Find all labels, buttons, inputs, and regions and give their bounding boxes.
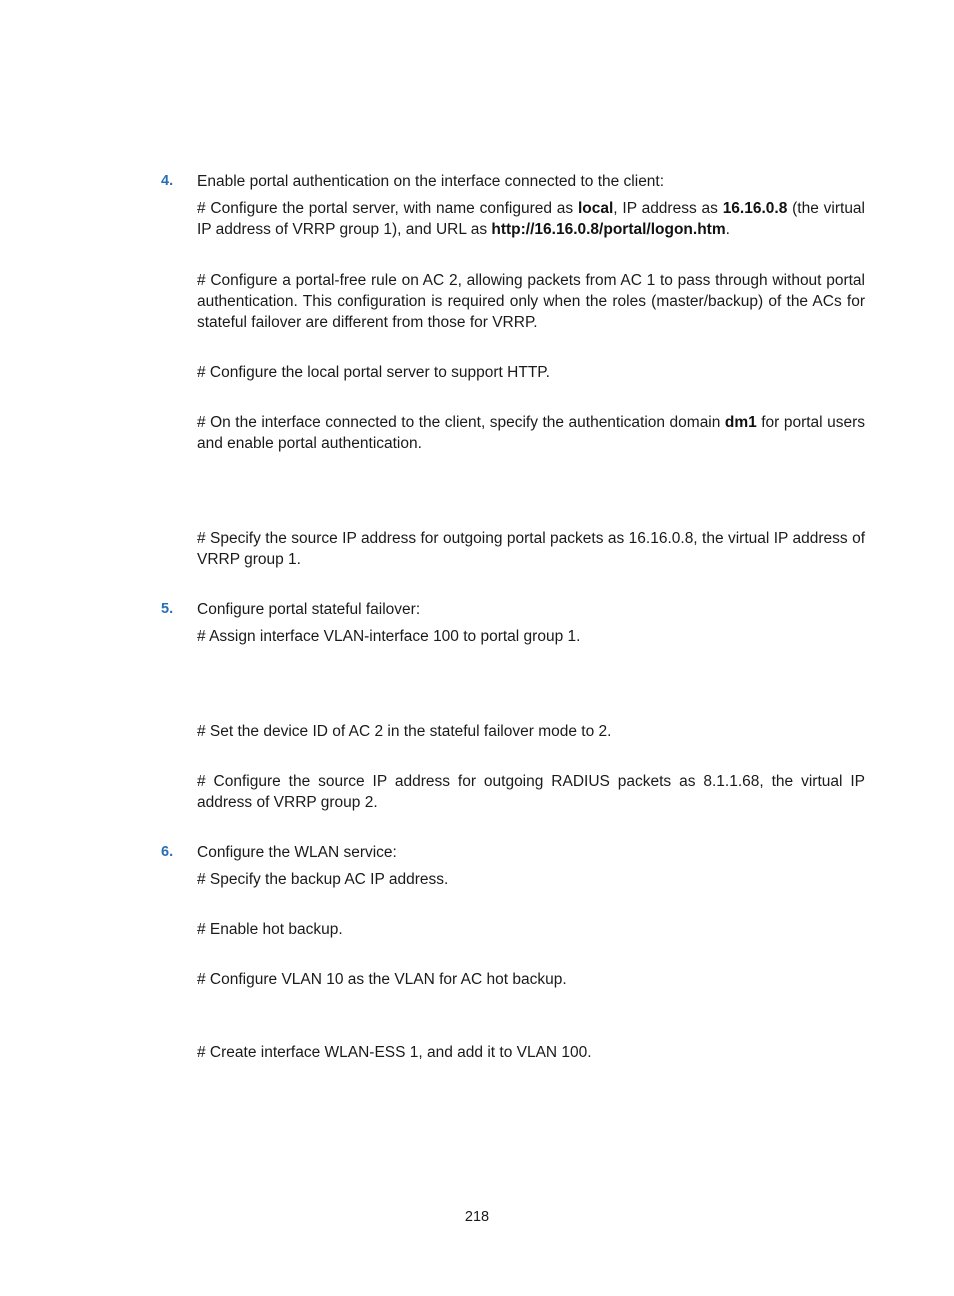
step-number: 5. bbox=[161, 601, 174, 617]
step-title: Configure the WLAN service: bbox=[197, 844, 397, 861]
bold-run: 16.16.0.8 bbox=[722, 200, 788, 217]
paragraph-source-ip-portal: # Specify the source IP address for outgoing portal packets as 16.16.0.8, the virtual IP address of VRRP group 1. bbox=[197, 530, 865, 568]
paragraph-hot-backup: # Enable hot backup. bbox=[197, 921, 343, 938]
paragraph-portal-server bbox=[197, 198, 865, 240]
page-number: 218 bbox=[464, 1209, 490, 1225]
paragraph-portal-group: # Assign interface VLAN-interface 100 to portal group 1. bbox=[197, 628, 581, 645]
paragraph-device-id: # Set the device ID of AC 2 in the stateful failover mode to 2. bbox=[197, 723, 612, 740]
step-number: 6. bbox=[161, 844, 174, 860]
text-run: # On the interface connected to the client, specify the authentication domain bbox=[197, 414, 725, 431]
paragraph-radius-source-ip: # Configure the source IP address for outgoing RADIUS packets as 8.1.1.68, the virtual IP address of VRRP group 2. bbox=[197, 773, 865, 811]
paragraph-portal-free-rule: # Configure a portal-free rule on AC 2, allowing packets from AC 1 to pass through without portal authentication. This configuration is required only when the roles (master/backup) of the ACs for stateful failover are different from those for VRRP. bbox=[197, 272, 865, 331]
bold-run: local bbox=[577, 200, 614, 217]
text-run: for portal users and enable portal authentication. bbox=[197, 414, 865, 452]
paragraph-auth-domain bbox=[197, 412, 865, 454]
step-title: Enable portal authentication on the interface connected to the client: bbox=[197, 173, 665, 190]
paragraph-hot-backup-vlan: # Configure VLAN 10 as the VLAN for AC hot backup. bbox=[197, 971, 567, 988]
paragraph-wlan-ess: # Create interface WLAN-ESS 1, and add it to VLAN 100. bbox=[197, 1044, 592, 1061]
text-run: (the virtual IP address of VRRP group 1), and URL as bbox=[197, 200, 865, 238]
bold-run: http://16.16.0.8/portal/logon.htm bbox=[491, 221, 726, 238]
step-title: Configure portal stateful failover: bbox=[197, 601, 421, 618]
text-run: # Configure the portal server, with name configured as bbox=[197, 200, 578, 217]
paragraph-local-portal-http: # Configure the local portal server to support HTTP. bbox=[197, 364, 550, 381]
paragraph-backup-ac-ip: # Specify the backup AC IP address. bbox=[197, 871, 449, 888]
text-run: , IP address as bbox=[613, 200, 723, 217]
bold-run: dm1 bbox=[724, 414, 757, 431]
text-run: . bbox=[725, 221, 730, 238]
step-number: 4. bbox=[161, 173, 174, 189]
